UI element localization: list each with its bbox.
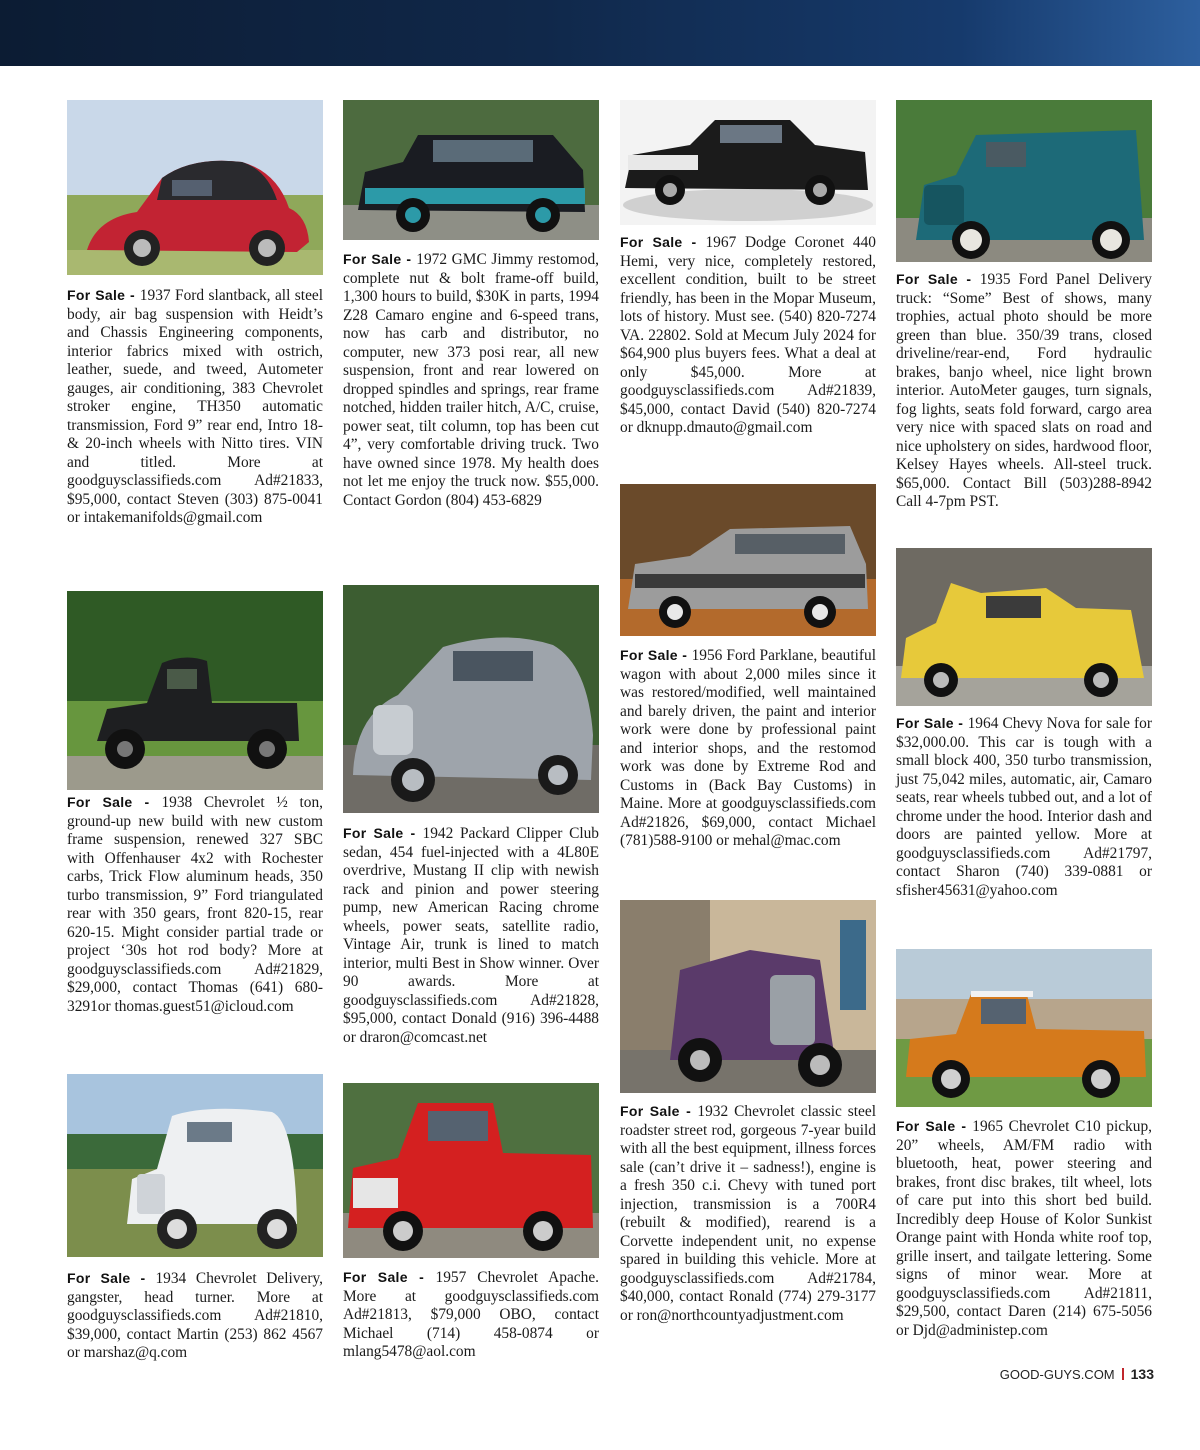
for-sale-label: For Sale - <box>343 1269 436 1285</box>
listing-text: 1932 Chevrolet classic steel roadster street rod, gorgeous 7-year build with all the best equipment, illness forces sale (can’t drive it – sadness!), engine is a fresh 350 c.i. Chevy with tuned port injection, transmission is a 700R4 (rebuilt & modified), rearend is a Corvette independent unit, no expense spared in building this vehicle. More at goodguysclassifieds.com Ad#21784, $40,000, contact Ronald (774) 279-3177 or ron@northcountyadjustment.com <box>620 1103 877 1324</box>
photo-1942-packard-clipper <box>343 585 599 813</box>
listing-1956-ford-parklane <box>620 646 876 851</box>
listing-text: 1935 Ford Panel Delivery truck: “Some” Best of shows, many trophies, actual photo should be more green than blue. 350/39 trans, closed driveline/rear-end, Ford hydraulic brakes, banjo wheel, nice light brown interior. AutoMeter gauges, turn signals, fog lights, seats fold forward, cargo area very nice with spaced slats on road and nice upholstery on sides, hardwood floor, Kelsey Hayes wheels. All-steel truck. $65,000. Contact Bill (503)288-8942 Call 4-7pm PST. <box>896 271 1153 510</box>
listing-text: 1956 Ford Parklane, beautiful wagon with about 2,000 miles since it was restored/modified, well maintained and barely driven, the paint and interior work were done by professional paint and interior shops, and the restomod work was done by Extreme Rod and Customs in (Back Bay Customs) in Maine. More at goodguysclassifieds.com Ad#21826, $69,000, contact Michael (781)588-9100 or mehal@mac.com <box>620 647 876 849</box>
photo-1967-dodge-coronet <box>620 100 876 225</box>
for-sale-label: For Sale - <box>343 825 423 841</box>
listing-1932-chevrolet <box>620 1102 876 1325</box>
listing-text: 1967 Dodge Coronet 440 Hemi, very nice, completely restored, excellent condition, built to be street friendly, has been in the Mopar Museum, lots of history. Must see. (540) 820-7274 VA. 22802. Sold at Mecum July 2024 for $64,900 plus buyers fees. What a deal at only $45,000. More at goodguysclassifieds.com Ad#21839, $45,000, contact David (540) 820-7274 or dknupp.dmauto@gmail.com <box>620 234 877 436</box>
for-sale-label: For Sale - <box>620 647 692 663</box>
photo-1972-gmc-jimmy <box>343 100 599 240</box>
for-sale-label: For Sale - <box>343 251 417 267</box>
for-sale-label: For Sale - <box>620 1103 698 1119</box>
photo-1965-chevrolet-c10 <box>896 949 1152 1107</box>
photo-1956-ford-parklane <box>620 484 876 636</box>
listing-1957-chevrolet <box>343 1268 599 1362</box>
listing-1967-dodge-coronet <box>620 233 876 438</box>
listing-1937-ford <box>67 286 323 528</box>
for-sale-label: For Sale - <box>67 1270 156 1286</box>
photo-1964-chevy-nova <box>896 548 1152 706</box>
listing-1935-ford-panel <box>896 270 1152 512</box>
page-number: 133 <box>1130 1366 1154 1382</box>
listing-text: 1938 Chevrolet ½ ton, ground-up new build with new custom frame suspension, renewed 327 SBC with Offenhauser 4x2 with Rochester carbs, Trick Flow aluminum heads, 350 turbo transmission, 9” Ford triangulated rear with 350 gears, front 820-15, rear 620-15. Might consider partial trade or project ‘30s hot rod body? More at goodguysclassifieds.com Ad#21829, $29,000, contact Thomas (641) 680-3291or thomas.guest51@icloud.com <box>67 794 323 1015</box>
photo-1957-chevrolet-apache <box>343 1083 599 1258</box>
photo-1935-ford-panel <box>896 100 1152 262</box>
for-sale-label: For Sale - <box>67 287 140 303</box>
listing-text: 1937 Ford slantback, all steel body, air bag suspension with Heidt’s and Chassis Engineering components, interior fabrics mixed with ostrich, leather, suede, and tweed, Autometer gauges, air conditioning, 383 Chevrolet stroker engine, TH350 automatic transmission, Ford 9” rear end, Intro 18- & 20-inch wheels with Nitto tires. VIN and titled. More at goodguysclassifieds.com Ad#21833, $95,000, contact Steven (303) 875-0041 or intakemanifolds@gmail.com <box>67 287 324 526</box>
listing-text: 1965 Chevrolet C10 pickup, 20” wheels, AM/FM radio with bluetooth, heat, power steering and brakes, front disc brakes, tilt wheel, lots of care put into this short bed build. Incredibly deep House of Kolor Sunkist Orange paint with Honda white roof top, grille insert, and tailgate lettering. Some signs of minor wear. More at goodguysclassifieds.com Ad#21811, $29,500, contact Daren (214) 675-5056 or Djd@administep.com <box>896 1118 1152 1339</box>
photo-1938-chevrolet <box>67 591 323 790</box>
listing-text: 1957 Chevrolet Apache. More at goodguysclassifieds.com Ad#21813, $79,000 OBO, contact Michael (714) 458-0874 or mlang5478@aol.com <box>343 1269 600 1360</box>
listing-text: 1934 Chevrolet Delivery, gangster, head turner. More at goodguysclassifieds.com Ad#21810, $39,000, contact Martin (253) 862 4567 or marshaz@q.com <box>67 1270 323 1361</box>
photo-1937-ford <box>67 100 323 275</box>
footer-site: GOOD-GUYS.COM <box>999 1367 1115 1382</box>
listing-1972-gmc-jimmy <box>343 250 599 510</box>
photo-1932-chevrolet-roadster <box>620 900 876 1093</box>
for-sale-label: For Sale - <box>67 794 162 810</box>
listing-1964-chevy-nova <box>896 714 1152 900</box>
page-footer <box>1000 1366 1154 1382</box>
footer-separator <box>1122 1368 1124 1380</box>
listing-text: 1942 Packard Clipper Club sedan, 454 fuel-injected with a 4L80E overdrive, Mustang II clip with newish rack and pinion and power steering pump, new American Racing chrome wheels, power seats, satellite radio, Vintage Air, trunk is lined to match interior, multi Best in Show winner. Over 90 awards. More at goodguysclassifieds.com Ad#21828, $95,000, contact Donald (916) 396-4488 or draron@comcast.net <box>343 825 599 1046</box>
header-bar <box>0 0 1200 66</box>
listing-text: 1964 Chevy Nova for sale for $32,000.00. This car is tough with a small block 400, 350 turbo transmission, just 75,042 miles, automatic, air, Camaro seats, rear wheels tubbed out, and a lot of chrome under the hood. Interior dash and doors are painted yellow. More at goodguysclassifieds.com Ad#21797, contact Sharon (740) 339-0881 or sfisher45631@yahoo.com <box>896 715 1153 899</box>
listing-1942-packard <box>343 824 599 1047</box>
listing-1934-chevrolet <box>67 1269 323 1363</box>
listing-text: 1972 GMC Jimmy restomod, complete nut & bolt frame-off build, 1,300 hours to build, $30K in parts, 1994 Z28 Camaro engine and 6-speed trans, now has carb and distributor, no computer, new 373 posi rear, all new suspension, front and rear lowered on dropped spindles and springs, rear frame notched, hidden trailer hitch, A/C, cruise, power seat, tilt column, top has been cut 4”, very comfortable driving truck. Two have owned since 1978. My health does not let me enjoy the truck now. $55,000. Contact Gordon (804) 453-6829 <box>343 251 599 509</box>
listing-1938-chevrolet <box>67 793 323 1016</box>
for-sale-label: For Sale - <box>620 234 706 250</box>
for-sale-label: For Sale - <box>896 1118 973 1134</box>
for-sale-label: For Sale - <box>896 715 968 731</box>
photo-1934-chevrolet-delivery <box>67 1074 323 1257</box>
listing-1965-chevrolet-c10 <box>896 1117 1152 1340</box>
for-sale-label: For Sale - <box>896 271 980 287</box>
